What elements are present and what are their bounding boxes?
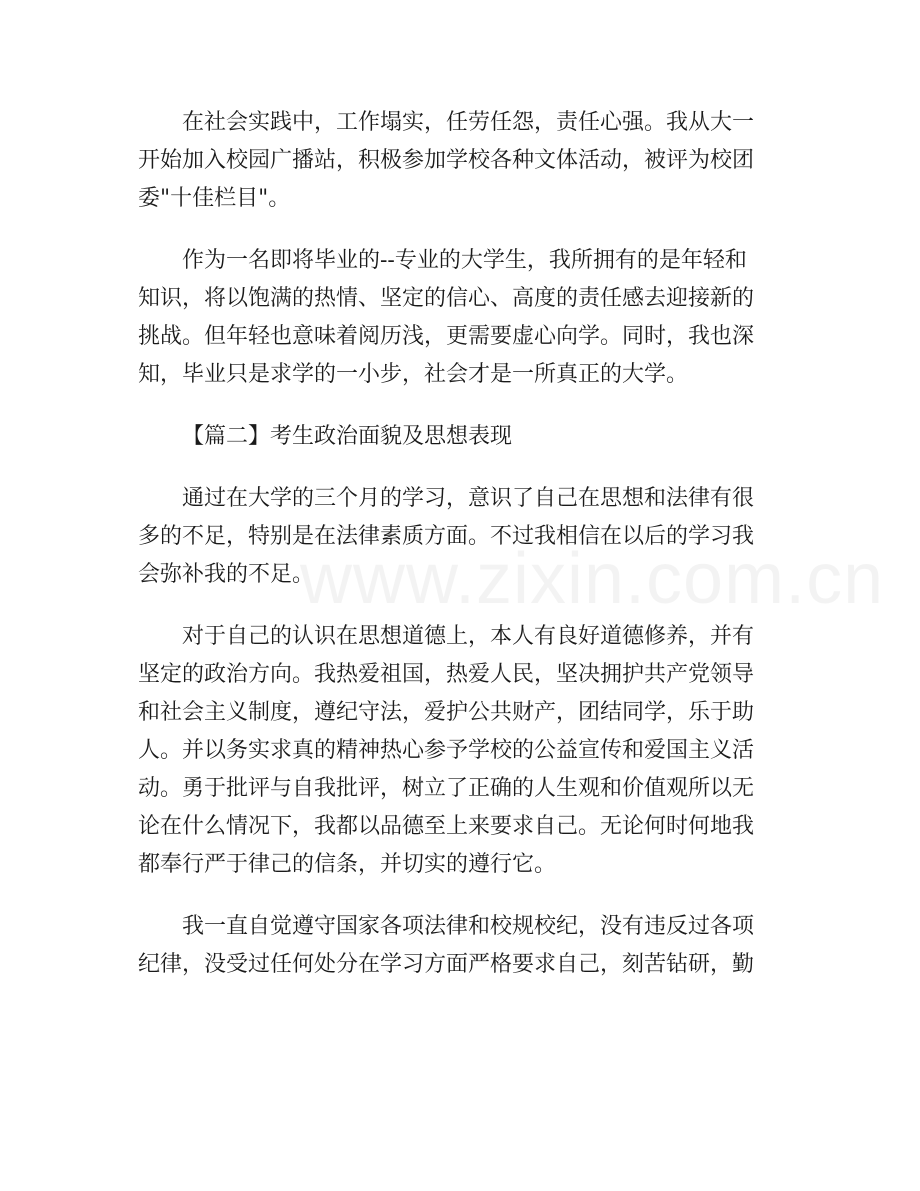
text-line: 通过在大学的三个月的学习，意识了自己在思想和法律有很	[182, 486, 755, 511]
text-line: 我一直自觉遵守国家各项法律和校规校纪，没有违反过各项	[182, 914, 755, 939]
text-line: 作为一名即将毕业的--专业的大学生，我所拥有的是年轻和	[182, 248, 747, 273]
document-body	[138, 104, 794, 984]
text-line: 论在什么情况下，我都以品德至上来要求自己。无论何时何地我	[138, 814, 755, 839]
text-line: 坚定的政治方向。我热爱祖国，热爱人民，坚决拥护共产党领导	[138, 662, 755, 687]
paragraph-discipline	[138, 908, 794, 984]
text-line: 委"十佳栏目"。	[138, 186, 291, 211]
paragraph-graduate	[138, 242, 794, 394]
paragraph-morality	[138, 618, 794, 884]
text-line: 动。勇于批评与自我批评，树立了正确的人生观和价值观所以无	[138, 776, 755, 801]
text-line: 和社会主义制度，遵纪守法，爱护公共财产，团结同学，乐于助	[138, 700, 755, 725]
paragraph-social-practice	[138, 104, 794, 218]
text-line: 在社会实践中，工作塌实，任劳任怨，责任心强。我从大一	[182, 110, 755, 135]
text-line: 多的不足，特别是在法律素质方面。不过我相信在以后的学习我	[138, 524, 755, 549]
text-line: 开始加入校园广播站，积极参加学校各种文体活动，被评为校团	[138, 148, 755, 173]
text-line: 会弥补我的不足。	[138, 562, 315, 587]
text-line: 纪律，没受过任何处分在学习方面严格要求自己，刻苦钻研，勤	[138, 952, 755, 977]
section-title: 【篇二】考生政治面貌及思想表现	[182, 424, 513, 449]
text-line: 都奉行严于律己的信条，并切实的遵行它。	[138, 852, 557, 877]
text-line: 人。并以务实求真的精神热心参予学校的公益宣传和爱国主义活	[138, 738, 755, 763]
text-line: 挑战。但年轻也意味着阅历浅，更需要虚心向学。同时，我也深	[138, 324, 755, 349]
paragraph-study	[138, 480, 794, 594]
text-line: 知，毕业只是求学的一小步，社会才是一所真正的大学。	[138, 362, 689, 387]
text-line: 知识，将以饱满的热情、坚定的信心、高度的责任感去迎接新的	[138, 286, 755, 311]
text-line: 对于自己的认识在思想道德上，本人有良好道德修养，并有	[182, 624, 755, 649]
section-heading	[138, 418, 794, 456]
